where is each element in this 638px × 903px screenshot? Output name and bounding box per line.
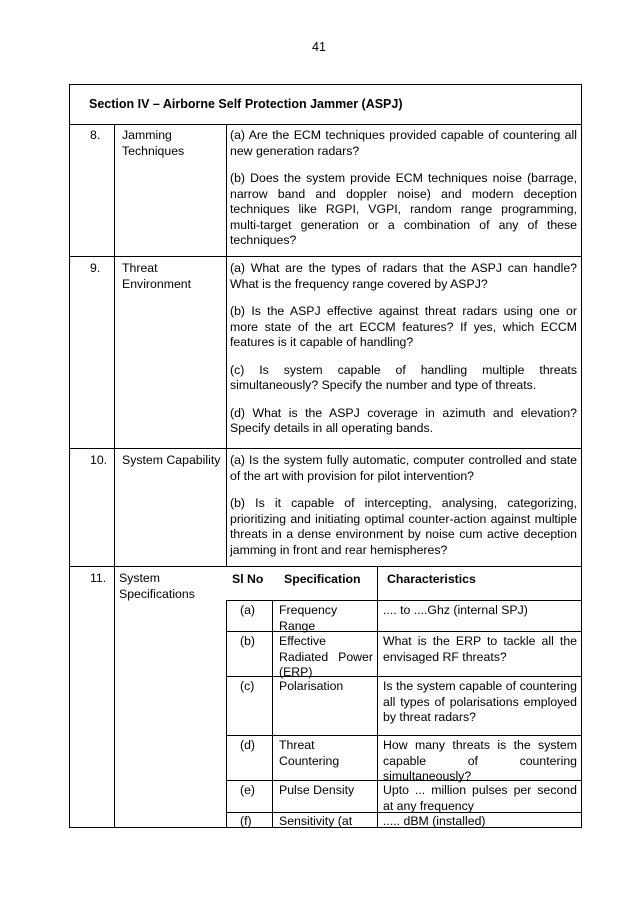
row-divider bbox=[69, 448, 582, 449]
spec-sl-no: (e) bbox=[240, 783, 256, 797]
spec-sl-no: (f) bbox=[240, 814, 252, 828]
spec-sl-no: (d) bbox=[240, 738, 256, 752]
spec-sl-no: (c) bbox=[240, 679, 255, 693]
row-divider bbox=[69, 566, 582, 567]
subtable-column-divider bbox=[377, 566, 378, 828]
spec-characteristics: .... to ....Ghz (internal SPJ) bbox=[383, 603, 528, 617]
question-paragraph: (b) Is it capable of intercepting, analysing, categorizing, prioritizing and initiating optimal counter-action against multiple threats in a dense environment by noise cum active deception jamming in front and rear hemispheres? bbox=[230, 496, 577, 557]
subtable-header-sl-no: Sl No bbox=[232, 572, 264, 586]
column-divider bbox=[114, 124, 115, 828]
row-number: 10. bbox=[90, 453, 108, 467]
row-number: 9. bbox=[90, 261, 101, 275]
row-content bbox=[230, 128, 577, 249]
page-number: 41 bbox=[312, 40, 326, 54]
row-divider bbox=[69, 256, 582, 257]
row-divider bbox=[69, 124, 582, 125]
spec-sl-no: (b) bbox=[240, 634, 256, 648]
subtable-row-divider bbox=[226, 600, 582, 601]
spec-characteristics: ..... dBM (installed) bbox=[383, 814, 486, 828]
subtable-header-characteristics: Characteristics bbox=[387, 572, 476, 586]
row-number: 8. bbox=[90, 128, 101, 142]
spec-name: Polarisation bbox=[279, 679, 344, 693]
row-topic: System Specifications bbox=[119, 571, 195, 601]
row-content bbox=[230, 453, 577, 558]
spec-characteristics: Is the system capable of countering all types of polarisations employed by threat radars? bbox=[383, 679, 577, 724]
row-number: 11. bbox=[90, 571, 107, 585]
subtable-column-divider bbox=[272, 600, 273, 828]
question-paragraph: (d) What is the ASPJ coverage in azimuth and elevation? Specify details in all operating bands. bbox=[230, 405, 577, 435]
spec-characteristics: Upto ... million pulses per second at any frequency bbox=[383, 783, 577, 813]
question-paragraph: (b) Is the ASPJ effective against threat radars using one or more state of the art ECCM features? If yes, which ECCM features is it capable of handling? bbox=[230, 304, 577, 349]
spec-name: Sensitivity (at bbox=[279, 814, 353, 828]
question-paragraph: (a) What are the types of radars that the ASPJ can handle? What is the frequency range covered by ASPJ? bbox=[230, 261, 577, 291]
spec-characteristics: How many threats is the system capable of countering simultaneously? bbox=[383, 738, 577, 783]
spec-name: Frequency Range bbox=[279, 603, 338, 633]
question-paragraph: (a) Are the ECM techniques provided capable of countering all new generation radars? bbox=[230, 128, 577, 158]
question-paragraph: (c) Is system capable of handling multiple threats simultaneously? Specify the number and type of threats. bbox=[230, 362, 577, 392]
spec-name: Threat Countering bbox=[279, 738, 340, 768]
row-content bbox=[230, 261, 577, 437]
column-divider bbox=[226, 600, 227, 828]
subtable-header-specification: Specification bbox=[284, 572, 361, 586]
spec-name: Effective Radiated Power (ERP) bbox=[279, 634, 373, 679]
row-topic: System Capability bbox=[122, 453, 221, 467]
question-paragraph: (b) Does the system provide ECM techniques noise (barrage, narrow band and doppler noise) and modern deception techniques like RGPI, VGPI, random range programming, multi-target generation or a combination of any of these techniques? bbox=[230, 171, 577, 247]
column-divider bbox=[226, 124, 227, 566]
subtable-row-divider bbox=[226, 735, 582, 736]
spec-characteristics: What is the ERP to tackle all the envisaged RF threats? bbox=[383, 634, 577, 664]
section-title: Section IV – Airborne Self Protection Jammer (ASPJ) bbox=[89, 97, 403, 111]
spec-name: Pulse Density bbox=[279, 783, 355, 797]
row-topic: Jamming Techniques bbox=[122, 128, 185, 158]
spec-sl-no: (a) bbox=[240, 603, 256, 617]
question-paragraph: (a) Is the system fully automatic, computer controlled and state of the art with provision for pilot intervention? bbox=[230, 453, 577, 483]
row-topic: Threat Environment bbox=[122, 261, 192, 291]
